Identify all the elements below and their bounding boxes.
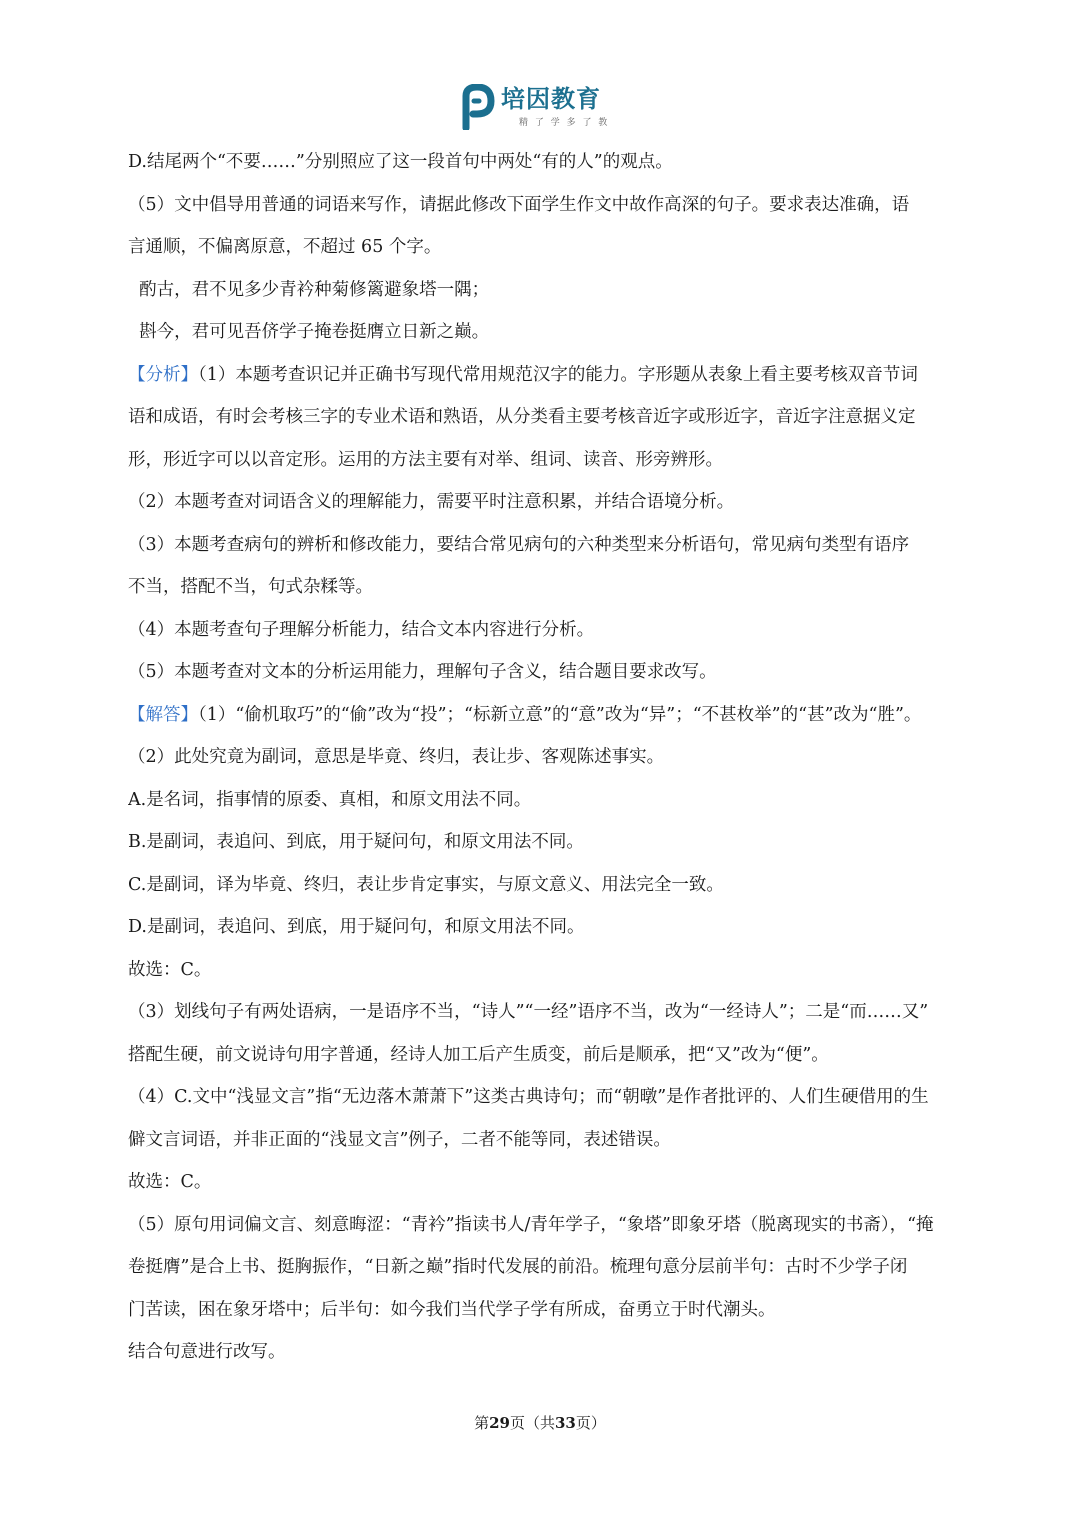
line-text: （5）原句用词偏文言、刻意晦涩：“青衿”指读书人/青年学子，“象塔”即象牙塔（脱离现实的书斋），“掩: [128, 1214, 934, 1235]
text-line: [128, 821, 980, 864]
text-line: [128, 609, 980, 652]
text-line: [128, 779, 980, 822]
text-line: [128, 864, 980, 907]
text-line: [128, 1204, 980, 1247]
line-text: C.是副词，译为毕竟、终归，表让步肯定事实，与原文意义、用法完全一致。: [128, 874, 724, 895]
footer-suffix: 页）: [575, 1414, 606, 1432]
line-text: （4）本题考查句子理解分析能力，结合文本内容进行分析。: [128, 619, 595, 640]
line-text: 不当，搭配不当，句式杂糅等。: [128, 577, 373, 597]
document-body: [128, 141, 980, 1374]
line-text: 故选：C。: [128, 1172, 212, 1192]
line-text: 酌古，君不见多少青衿种菊修篱避象塔一隅；: [128, 279, 490, 300]
text-line: [128, 439, 980, 482]
total-pages: 33: [555, 1414, 576, 1432]
text-line: [128, 226, 980, 269]
line-text: （2）本题考查对词语含义的理解能力，需要平时注意积累，并结合语境分析。: [128, 492, 735, 512]
line-text: 门苦读，困在象牙塔中；后半句：如今我们当代学子学有所成，奋勇立于时代潮头。: [128, 1299, 776, 1320]
brand-p-icon: [459, 84, 495, 130]
line-text: D.结尾两个“不要……”分别照应了这一段首句中两处“有的人”的观点。: [128, 152, 673, 172]
line-text: （1）本题考查识记并正确书写现代常用规范汉字的能力。字形题从表象上看主要考核双音节词: [198, 364, 918, 385]
text-line: [128, 1161, 980, 1204]
line-text: 形，形近字可以以音定形。运用的方法主要有对举、组词、读音、形旁辨形。: [128, 449, 723, 470]
text-line: [128, 1331, 980, 1374]
line-text: 言通顺，不偏离原意，不超过 65 个字。: [128, 237, 442, 257]
text-line: [128, 694, 980, 737]
text-line: [128, 1076, 980, 1119]
line-text: 结合句意进行改写。: [128, 1342, 286, 1362]
text-line: [128, 524, 980, 567]
line-text: （4）C.文中“浅显文言”指“无边落木萧萧下”这类古典诗句；而“朝暾”是作者批评的、人们生硬借用的生: [128, 1087, 929, 1107]
text-line: [128, 311, 980, 354]
footer-mid: 页（共: [509, 1414, 555, 1432]
line-text: A.是名词，指事情的原委、真相，和原文用法不同。: [128, 789, 532, 810]
text-line: [128, 354, 980, 397]
line-text: B.是副词，表追问、到底，用于疑问句，和原文用法不同。: [128, 832, 584, 852]
text-line: [128, 1119, 980, 1162]
line-text: （5）本题考查对文本的分析运用能力，理解句子含义，结合题目要求改写。: [128, 662, 717, 682]
line-text: 斟今，君可见吾侪学子掩卷挺膺立日新之巅。: [128, 322, 490, 342]
section-tag: 【解答】: [128, 704, 198, 725]
line-text: （5）文中倡导用普通的词语来写作，请据此修改下面学生作文中故作高深的句子。要求表达准确，语: [128, 194, 910, 215]
text-line: [128, 1034, 980, 1077]
brand-name: 培因教育: [501, 85, 601, 113]
current-page: 29: [489, 1414, 510, 1432]
text-line: [128, 991, 980, 1034]
line-text: （2）此处究竟为副词，意思是毕竟、终归，表让步、客观陈述事实。: [128, 747, 665, 767]
text-line: [128, 906, 980, 949]
line-text: 故选：C。: [128, 959, 212, 980]
page-footer: [0, 1411, 1080, 1435]
text-line: [128, 184, 980, 227]
footer-prefix: 第: [474, 1414, 490, 1432]
text-line: [128, 396, 980, 439]
line-text: （3）划线句子有两处语病，一是语序不当，“诗人”“一经”语序不当，改为“一经诗人”；二是“而……又”: [128, 1002, 929, 1022]
section-tag: 【分析】: [128, 364, 198, 385]
line-text: （1）“偷机取巧”的“偷”改为“投”；“标新立意”的“意”改为“异”；“不甚枚举”的“甚”改为“胜”。: [198, 704, 922, 725]
text-line: [128, 141, 980, 184]
brand-slogan: 精 了 学 多 了 教: [519, 118, 610, 128]
line-text: 搭配生硬，前文说诗句用字普通，经诗人加工后产生质变，前后是顺承，把“又”改为“便”。: [128, 1044, 829, 1065]
text-line: [128, 1246, 980, 1289]
text-line: [128, 736, 980, 779]
line-text: D.是副词，表追问、到底，用于疑问句，和原文用法不同。: [128, 917, 585, 937]
line-text: 卷挺膺”是合上书、挺胸振作，“日新之巅”指时代发展的前沿。梳理句意分层前半句：古时不少学子闭: [128, 1257, 908, 1277]
text-line: [128, 949, 980, 992]
text-line: [128, 269, 980, 312]
line-text: （3）本题考查病句的辨析和修改能力，要结合常见病句的六种类型来分析语句，常见病句类型有语序: [128, 534, 910, 555]
text-line: [128, 651, 980, 694]
line-text: 语和成语，有时会考核三字的专业术语和熟语，从分类看主要考核音近字或形近字，音近字注意据义定: [128, 407, 916, 427]
text-line: [128, 481, 980, 524]
brand-logo: [459, 84, 629, 132]
text-line: [128, 1289, 980, 1332]
text-line: [128, 566, 980, 609]
line-text: 僻文言词语，并非正面的“浅显文言”例子，二者不能等同，表述错误。: [128, 1129, 671, 1150]
